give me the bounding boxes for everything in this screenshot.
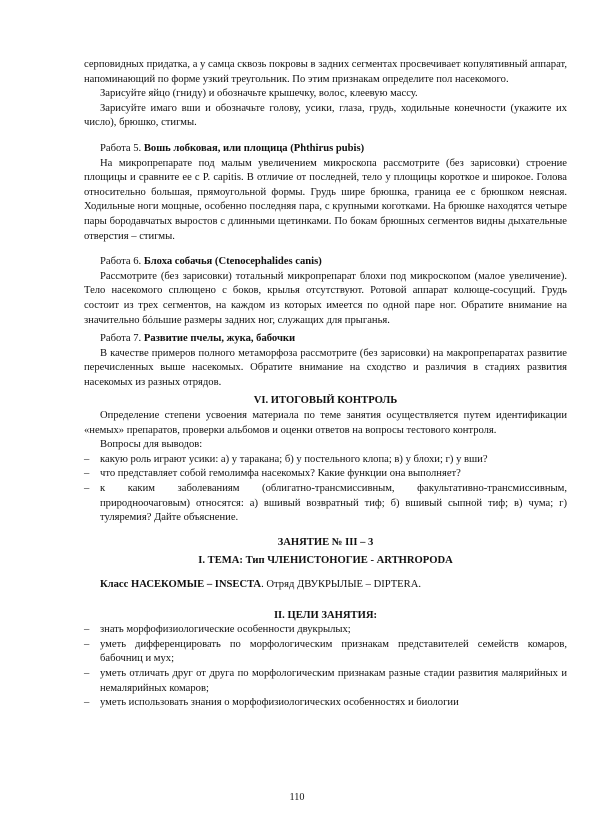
dash-marker: –	[84, 638, 90, 650]
dash-marker: –	[84, 468, 90, 480]
work5-title: Вошь лобковая, или площица (Phthirus pubis)	[143, 142, 365, 154]
goal-item	[84, 667, 567, 696]
work5-text: На микропрепарате под малым увеличением микроскопа рассмотрите (без зарисовки) строение площицы и сравните ее с P. capitis. В отличие от последней, тело у площицы короткое и широкое. Голова относительно большая, прямоугольной формы. Грудь шире брюшка, граница ее с брюшком неясная. Ходильные ноги мощные, особенно последняя пара, с крупными коготками. На брюшке находятся четыре пары бородавчатых выростов с длинными щетинками. По бокам брюшных сегментов видны дыхательные отверстия – стигмы.	[84, 157, 567, 242]
lesson-theme: I. ТЕМА: Тип ЧЛЕНИСТОНОГИЕ - ARTHROPODA	[198, 555, 453, 567]
work6-title: Блоха собачья (Ctenocephalides canis)	[143, 256, 322, 268]
goal-text: знать морфофизиологические особенности двукрылых;	[100, 624, 351, 636]
dash-marker: –	[84, 483, 90, 495]
lesson-class-bold: Класс НАСЕКОМЫЕ – INSECTA	[100, 579, 262, 590]
question-text: к каким заболеваниям (облигатно-трансмиссивным, факультативно-трансмиссивным, природноочаговым) относятся: а) вшивый возвратный тиф; б) вшивый сыпной тиф; в) чума; г) туляремия? Дайте объяснение.	[100, 483, 567, 524]
work7-heading	[84, 332, 567, 347]
work7-title: Развитие пчелы, жука, бабочки	[143, 333, 296, 345]
lesson-heading: ЗАНЯТИЕ № III – 3	[277, 536, 374, 548]
page-content	[84, 58, 567, 711]
goal-item	[84, 696, 567, 711]
intro-task-imago: Зарисуйте имаго вши и обозначьте голову, усики, глаза, грудь, ходильные конечности (укажите их число), брюшко, стигмы.	[84, 102, 567, 129]
page-number: 110	[289, 792, 305, 803]
goal-text: уметь дифференцировать по морфологическим признакам представителей семейств комаров, бабочниц и мух;	[100, 638, 567, 665]
work5-heading	[84, 142, 567, 157]
question-item	[84, 482, 567, 526]
dash-marker: –	[84, 697, 90, 709]
section2-heading: II. ЦЕЛИ ЗАНЯТИЯ:	[273, 609, 378, 621]
dash-marker: –	[84, 624, 90, 636]
section6-text: Определение степени усвоения материала по теме занятия осуществляется путем идентификации «немых» препаратов, проверки альбомов и оценки ответов на вопросы тестового контроля.	[84, 410, 567, 436]
goal-text: уметь отличать друг от друга по морфологическим признакам разные стадии развития малярийных и немалярийных комаров;	[100, 667, 567, 694]
work7-prefix: Работа 7.	[100, 333, 144, 345]
lesson-class	[84, 578, 567, 593]
work6-prefix: Работа 6.	[100, 256, 144, 268]
intro-paragraph: серповидных придатка, а у самца сквозь покровы в задних сегментах просвечивает копулятивный аппарат, напоминающий по форме узкий треугольник. По этим признакам определите пол насекомого.	[84, 59, 567, 85]
intro-task-egg: Зарисуйте яйцо (гниду) и обозначьте крышечку, волос, клеевую массу.	[100, 88, 418, 100]
section6-heading: VI. ИТОГОВЫЙ КОНТРОЛЬ	[253, 395, 398, 407]
questions-label: Вопросы для выводов:	[100, 439, 203, 451]
work7-text: В качестве примеров полного метаморфоза рассмотрите (без зарисовки) на макропрепаратах развитие перечисленных выше насекомых. Обратите внимание на сходство и различия в стадиях развития насекомых из разных отрядов.	[84, 347, 567, 388]
lesson-class-rest: . Отряд ДВУКРЫЛЫЕ – DIPTERA.	[261, 579, 422, 590]
question-item	[84, 467, 567, 482]
dash-marker: –	[84, 453, 90, 465]
question-item	[84, 453, 567, 468]
work6-text: Рассмотрите (без зарисовки) тотальный микропрепарат блохи под микроскопом (малое увеличение). Тело насекомого сплющено с боков, крылья отсутствуют. Ротовой аппарат колюще-сосущий. Грудь состоит из трех сегментов, на каждом из которых имеется по одной паре ног. Обратите внимание на значительно бóльшие размеры задних ног, служащих для прыганья.	[84, 270, 567, 326]
question-text: какую роль играют усики: а) у таракана; б) у постельного клопа; в) у блохи; г) у вши?	[100, 453, 488, 465]
work5-prefix: Работа 5.	[100, 142, 144, 154]
goal-item	[84, 638, 567, 667]
work6-heading	[84, 255, 567, 270]
goal-text: уметь использовать знания о морфофизиологических особенностях и биологии	[100, 697, 459, 709]
question-text: что представляет собой гемолимфа насекомых? Какие функции она выполняет?	[100, 468, 461, 480]
dash-marker: –	[84, 667, 90, 679]
goal-item	[84, 623, 567, 638]
